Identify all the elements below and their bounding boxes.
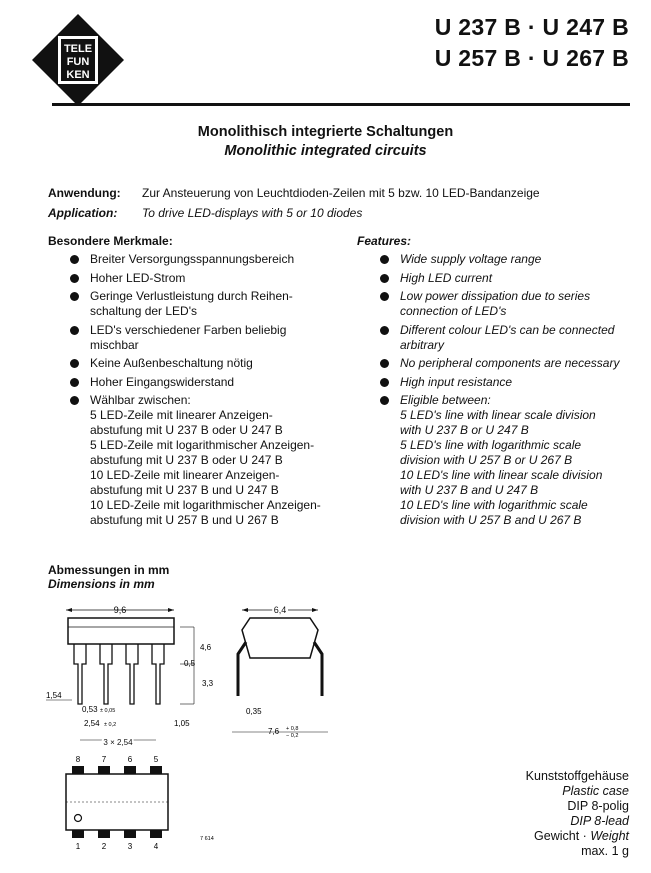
package-type-de: Kunststoffgehäuse — [525, 769, 629, 783]
feature-item-en: Wide supply voltage range — [378, 252, 643, 267]
package-pins-en: DIP 8-lead — [570, 814, 629, 828]
pin-label-7: 7 — [101, 755, 107, 764]
dim-side-width: 7,6 — [268, 727, 280, 736]
pin-label-2: 2 — [101, 842, 107, 851]
dim-lead-width-tol: ± 0,05 — [100, 708, 116, 714]
feature-item-de: Hoher LED-Strom — [68, 271, 353, 286]
application-label-en: Application: — [48, 206, 118, 220]
dim-side-width-tol-minus: − 0,2 — [286, 733, 299, 739]
feature-item-en: High LED current — [378, 271, 643, 286]
dim-pitch: 2,54 — [84, 719, 100, 728]
feature-item-de: Geringe Verlustleistung durch Reihen- schaltung der LED's — [68, 289, 353, 319]
logo-line-1: TELE — [63, 43, 93, 55]
weight-label: Gewicht · Weight — [534, 829, 629, 843]
feature-item-de: Breiter Versorgungsspannungsbereich — [68, 252, 353, 267]
pin-label-4: 4 — [153, 842, 159, 851]
title-english: Monolithic integrated circuits — [224, 143, 427, 159]
features-list-de — [68, 252, 353, 532]
application-text-de: Zur Ansteuerung von Leuchtdioden-Zeilen mit 5 bzw. 10 LED-Bandanzeige — [142, 186, 540, 200]
package-type-en: Plastic case — [562, 784, 629, 798]
feature-item-de: Keine Außenbeschaltung nötig — [68, 356, 353, 371]
ic-body-front — [68, 618, 174, 644]
dimensions-heading-de: Abmessungen in mm — [48, 563, 170, 577]
feature-item-en: Different colour LED's can be connected arbitrary — [378, 323, 643, 353]
dim-h3: 3,3 — [202, 679, 214, 688]
header-rule — [52, 103, 630, 106]
feature-item-en: Low power dissipation due to series connection of LED's — [378, 289, 643, 319]
logo-line-3: KEN — [66, 69, 90, 81]
pin-label-1: 1 — [75, 842, 81, 851]
part-numbers-line-2: U 257 B · U 267 B — [434, 45, 629, 71]
dim-side-width-tol-plus: + 0,8 — [286, 726, 299, 732]
ic-body-side — [242, 618, 318, 658]
feature-item-en: High input resistance — [378, 375, 643, 390]
figure-code: 7 614 — [200, 836, 214, 842]
pin-label-8: 8 — [75, 755, 81, 764]
dim-lead-left: 1,54 — [46, 691, 62, 700]
dim-h2: 0,5 — [184, 659, 196, 668]
feature-item-de: Wählbar zwischen: 5 LED-Zeile mit linearer Anzeigen- abstufung mit U 237 B oder U 247 B 5 LED-Zeile mit logarithmischer Anzeigen- abstufung mit U 237 B oder U 247 B 10 LED-Zeile mit linearer Anzeigen- abstufung mit U 237 B und U 247 B 10 LED-Zeile mit logarithmischer Anzeigen- abstufung mit U 257 B und U 267 B — [68, 393, 353, 528]
ic-body-top — [66, 774, 168, 830]
dim-side-thickness: 0,35 — [246, 707, 262, 716]
dim-span: 3 × 2,54 — [103, 738, 133, 747]
logo-line-2: FUN — [66, 56, 90, 68]
package-pins-de: DIP 8-polig — [567, 799, 629, 813]
feature-item-en: No peripheral components are necessary — [378, 356, 643, 371]
feature-item-de: LED's verschiedener Farben beliebig mischbar — [68, 323, 353, 353]
feature-item-de: Hoher Eingangswiderstand — [68, 375, 353, 390]
front-view-drawing — [44, 600, 234, 752]
dim-h1: 4,6 — [200, 643, 212, 652]
application-text-en: To drive LED-displays with 5 or 10 diodes — [142, 206, 363, 220]
title-german: Monolithisch integrierte Schaltungen — [197, 124, 454, 140]
dimensions-heading-en: Dimensions in mm — [48, 577, 155, 591]
dim-width-side: 6,4 — [273, 605, 287, 615]
feature-item-en: Eligible between: 5 LED's line with linear scale division with U 237 B or U 247 B 5 LED's line with logarithmic scale division with U 257 B or U 267 B 10 LED's line with linear scale division with U 237 B and U 247 B 10 LED's line with logarithmic scale division with U 257 B and U 267 B — [378, 393, 643, 528]
application-label-de: Anwendung: — [48, 186, 121, 200]
features-list-en — [378, 252, 643, 532]
part-numbers-line-1: U 237 B · U 247 B — [434, 14, 629, 40]
dim-lead-width-2: 1,05 — [174, 719, 190, 728]
top-view-drawing — [62, 752, 232, 856]
pin-label-5: 5 — [153, 755, 159, 764]
side-view-drawing — [228, 600, 348, 740]
features-heading-en: Features: — [357, 234, 412, 248]
selectable-options-de: 5 LED-Zeile mit linearer Anzeigen- abstufung mit U 237 B oder U 247 B 5 LED-Zeile mit logarithmischer Anzeigen- abstufung mit U 237 B oder U 247 B 10 LED-Zeile mit linearer Anzeigen- abstufung mit U 237 B und U 247 B 10 LED-Zeile mit logarithmischer Anzeigen- abstufung mit U 257 B und U 267 B — [90, 408, 321, 527]
package-info — [526, 769, 629, 859]
features-heading-de: Besondere Merkmale: — [48, 234, 173, 248]
weight-value: max. 1 g — [581, 844, 629, 858]
pin-label-3: 3 — [127, 842, 133, 851]
dim-lead-width: 0,53 — [82, 705, 98, 714]
dim-width-top: 9,6 — [113, 605, 127, 615]
pin-label-6: 6 — [127, 755, 133, 764]
telefunken-logo — [30, 12, 126, 108]
dim-pitch-tol: ± 0,2 — [104, 722, 117, 728]
selectable-options-en: 5 LED's line with linear scale division with U 237 B or U 247 B 5 LED's line with logarithmic scale division with U 257 B or U 267 B 10 LED's line with linear scale division with U 237 B and U 247 B 10 LED's line with logarithmic scale division with U 257 B and U 267 B — [400, 408, 603, 527]
